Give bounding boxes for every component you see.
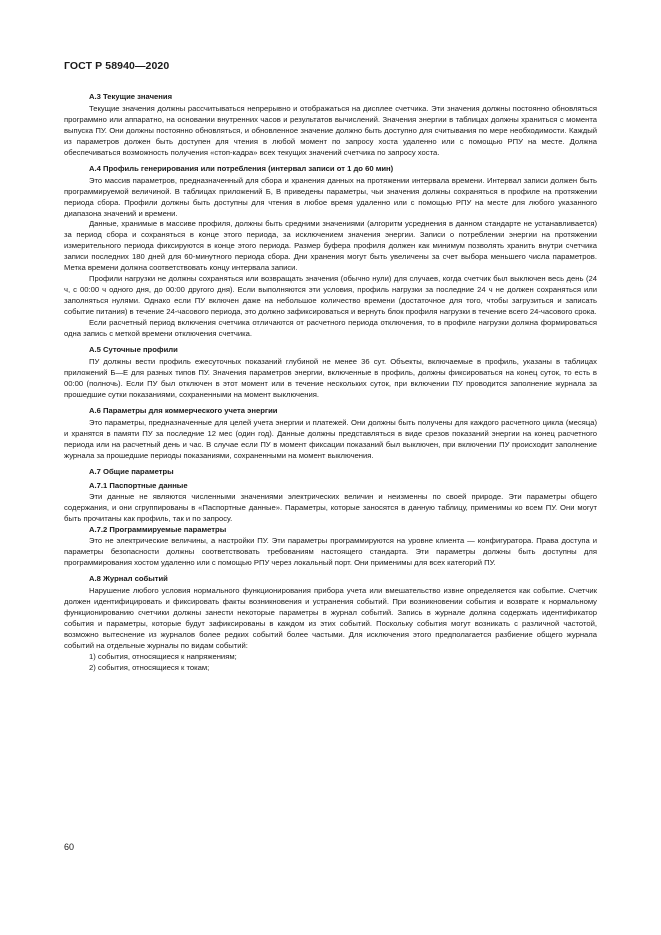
section-a4-paragraph-2: Данные, хранимые в массиве профиля, должны быть средними значениями (алгоритм усреднения в данном стандарте не устанавливается) за период сбора и сохраняться в конце этого периода, за исключением значения энергии. Записи о потреблении энергии на протяжении измерительного периода фиксируются в конце этого периода. Размер буфера профиля должен как минимум позволять хранить внутри счетчика записи последних 180 дней для 60-минутного периода сбора. Дни хранения могут быть увеличены за счет выбора меньшего числа параметров. Метка времени должна соответствовать концу интервала записи. <box>64 219 597 273</box>
list-item: 2) события, относящиеся к токам; <box>89 662 210 672</box>
section-a7-1-paragraph: Эти данные не являются численными значениями электрических величин и неизменны по своей природе. Эти параметры общего содержания, и они сгруппированы в «Паспортные данные». Параметры, которые заносятся в данную таблицу, применимы ко всем ПУ. Они могут быть прочитаны как профиль, так и по запросу. <box>64 492 597 524</box>
list-item: 1) события, относящиеся к напряжениям; <box>89 651 237 661</box>
section-a7-2-paragraph: Это не электрические величины, а настройки ПУ. Эти параметры программируются на уровне клиента — конфигуратора. Права доступа и параметры безопасности должны соответствовать требованиям настоящего стандарта. Эти параметры должны быть доступны для программирования хостом удаленно или с помощью РПУ через локальный порт. Они применимы для всех категорий ПУ. <box>64 536 597 568</box>
page-number: 60 <box>64 842 75 852</box>
section-a8-title: А.8 Журнал событий <box>89 574 168 584</box>
section-a6-paragraph: Это параметры, предназначенные для целей учета энергии и платежей. Они должны быть получены для каждого расчетного цикла (месяца) и хранятся в памяти ПУ за последние 12 мес (один год). Данные должны представляться в виде срезов показаний энергии на конец расчетного периода или на расчетный день и час. В случае если ПУ в момент фиксации показаний был выключен, при включении ПУ происходит заполнение журнала за прошедшие периоды показаниями, сохраненными на момент выключения. <box>64 417 597 460</box>
standard-header: ГОСТ Р 58940—2020 <box>64 60 170 72</box>
section-a7-2-title: А.7.2 Программируемые параметры <box>89 525 227 535</box>
section-a8-paragraph: Нарушение любого условия нормального функционирования прибора учета или вмешательство извне определяется как событие. Счетчик должен идентифицировать и фиксировать факты возникновения и устранения событий. При возникновении события и возврате к нормальному функционированию счетчики должны занести некоторые параметры в журнал событий. Запись в журнале должна содержать идентификатор события и параметры, которые будут зафиксированы в каждом из этих событий. Поскольку события могут возникать с различной частотой, возможно вытеснение из журналов более редких событий более частыми. Для исключения этого предполагается разбиение общего журнала событий на отдельные журналы по видам событий: <box>64 586 597 650</box>
section-a5-paragraph: ПУ должны вести профиль ежесуточных показаний глубиной не менее 36 сут. Объекты, включаемые в профиль, указаны в таблицах приложений Б—Е для разных типов ПУ. Значения параметров энергии, включенные в профиль, должны фиксироваться на конец суток, то есть в 00:00 (полночь). Если ПУ был отключен в этот момент или в течение нескольких суток, при включении ПУ проводится заполнение журнала за прошедшие сутки показаниями, сохраненными на момент выключения. <box>64 356 597 399</box>
section-a4-paragraph-1: Это массив параметров, предназначенный для сбора и хранения данных на протяжении интервала времени. Интервал записи должен быть программируемой величиной. В таблицах приложений Б, В приведены параметры, чьи значения должны сохраняться в профиле на протяжении периода сбора. Профили должны быть доступны для чтения в любое время удаленно или с помощью РПУ на месте для любого указанного диапазона значений и времени. <box>64 175 597 218</box>
section-a5-title: А.5 Суточные профили <box>89 344 178 354</box>
section-a7-1-title: А.7.1 Паспортные данные <box>89 481 188 491</box>
page-content <box>64 92 597 674</box>
section-a3-title: А.3 Текущие значения <box>89 92 173 101</box>
section-a4-title: А.4 Профиль генерирования или потребления (интервал записи от 1 до 60 мин) <box>89 163 394 173</box>
section-a4-paragraph-3: Профили нагрузки не должны сохраняться или возвращать значения (обычно нули) для случаев, когда счетчик был выключен весь день (24 ч, с 00:00 ч одного дня, до 00:00 другого дня). Если выполняются эти условия, профиль нагрузки за последние 24 ч не должен сохраняться или заполняться нулями. Однако если ПУ включен даже на небольшое количество времени (достаточное для того, чтобы загрузиться и записать событие питания) в течение 24-часового периода, это должно зафиксироваться и вернуть блок профиля нагрузки в течение всего 24-часового срока. <box>64 274 597 317</box>
section-a4-paragraph-4: Если расчетный период включения счетчика отличаются от расчетного периода отключения, то в профиле нагрузки должна формироваться одна запись с меткой времени отключения счетчика. <box>64 318 597 339</box>
section-a6-title: А.6 Параметры для коммерческого учета энергии <box>89 405 278 415</box>
section-a3-paragraph: Текущие значения должны рассчитываться непрерывно и отображаться на дисплее счетчика. Эти значения должны постоянно обновляться программно или аппаратно, на основании внутренних часов и результатов вычислений. Значения энергии в таблицах должны храниться с момента выпуска ПУ. Они должны постоянно обновляться, и обновленное значение должно быть доступно для считывания по мере необходимости. Каждый из параметров должен быть доступен для чтения в любой момент по запросу хоста удаленно или с помощью РПУ на месте. Должна обеспечиваться возможность получения «стоп-кадра» всех текущих значений счетчика по запросу хоста. <box>64 103 597 157</box>
section-a7-title: А.7 Общие параметры <box>89 466 174 476</box>
